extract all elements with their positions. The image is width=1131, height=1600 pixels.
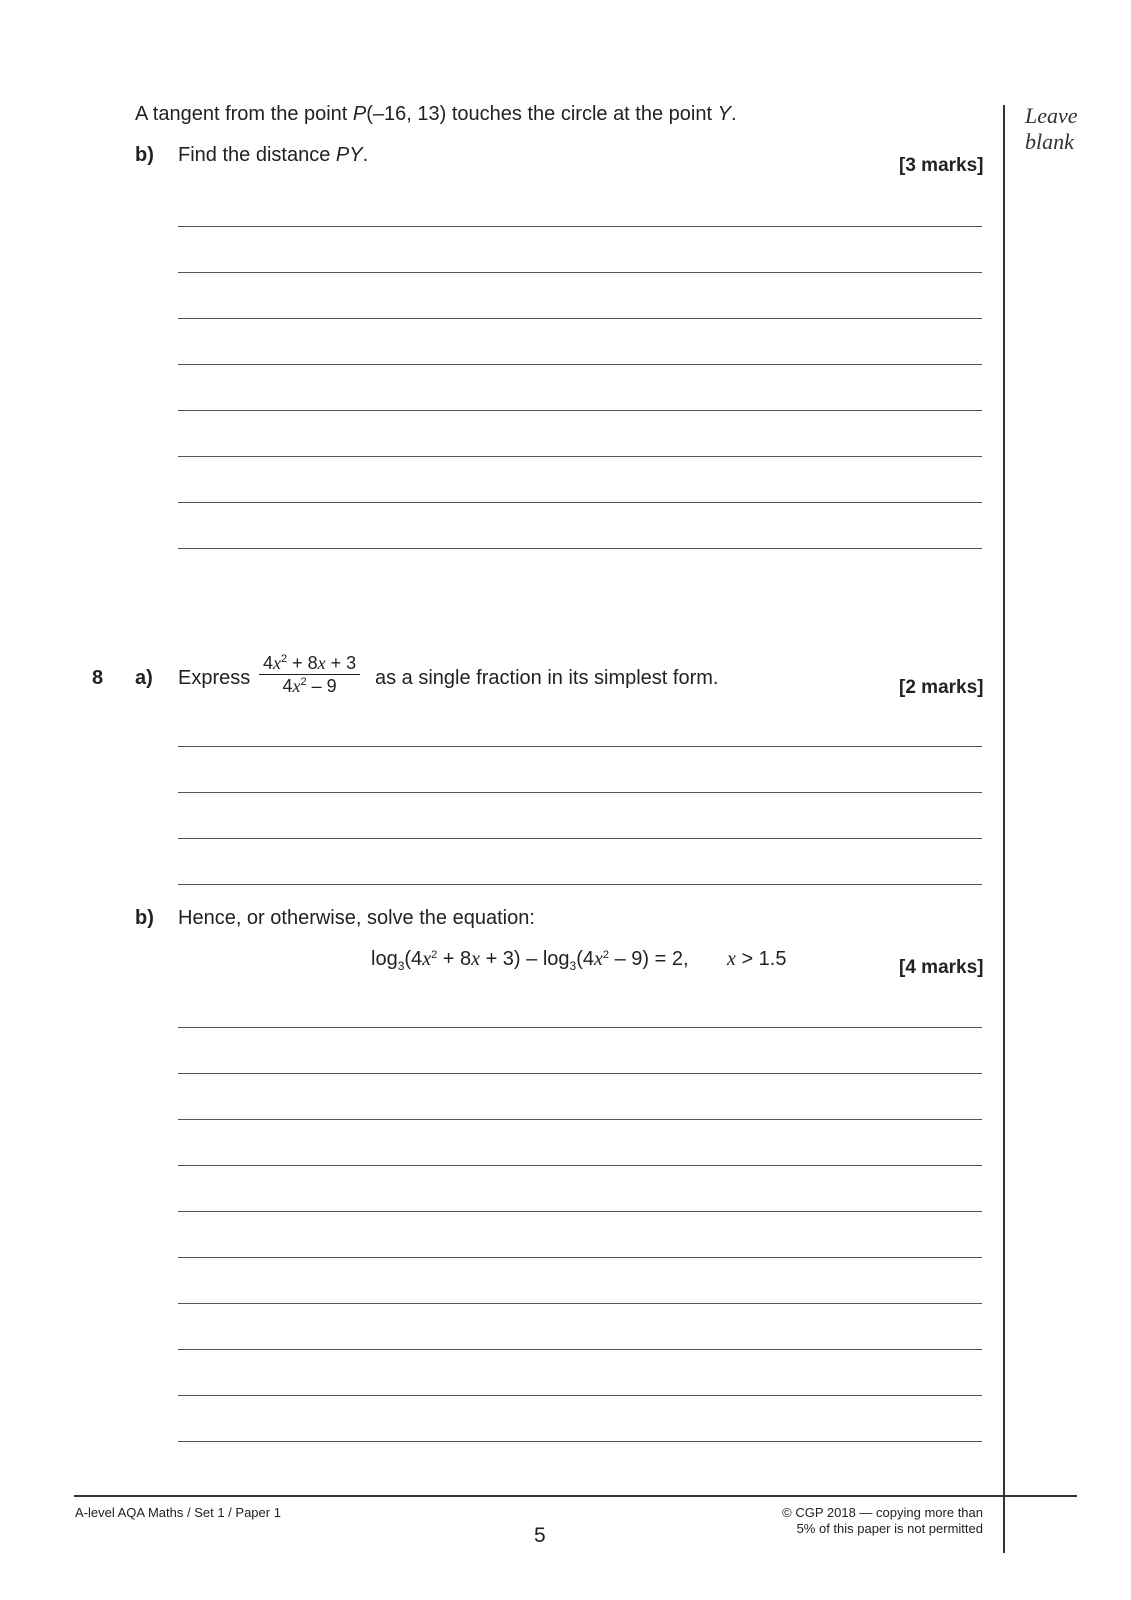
answer-line	[178, 1303, 982, 1304]
leave-blank-line1: Leave	[1025, 103, 1078, 128]
answer-line	[178, 792, 982, 793]
answer-line	[178, 884, 982, 885]
answer-line	[178, 838, 982, 839]
answer-line	[178, 1073, 982, 1074]
leave-blank-label	[1025, 103, 1078, 155]
answer-line	[178, 1349, 982, 1350]
q8a-fraction	[259, 653, 360, 696]
q8a-text-before: Express	[178, 667, 251, 689]
footer-copyright	[782, 1505, 983, 1537]
answer-line	[178, 456, 982, 457]
answer-line	[178, 1257, 982, 1258]
fraction-bar	[259, 674, 360, 675]
footer-paper-title: A-level AQA Maths / Set 1 / Paper 1	[75, 1505, 281, 1520]
q7b-question-text: Find the distance PY.	[178, 144, 369, 166]
answer-line	[178, 1395, 982, 1396]
answer-line	[178, 502, 982, 503]
q8a-text-after: as a single fraction in its simplest form.	[375, 667, 719, 689]
answer-line	[178, 364, 982, 365]
q7b-label: b)	[135, 144, 154, 166]
copyright-line1: © CGP 2018 — copying more than	[782, 1505, 983, 1520]
q8b-marks: [4 marks]	[899, 957, 984, 978]
fraction-numerator: $4x^2 + 8x + 3$	[263, 653, 357, 673]
q8-number: 8	[92, 667, 104, 689]
margin-rule	[1003, 105, 1005, 1553]
q8a-marks: [2 marks]	[899, 677, 984, 698]
q8b-label: b)	[135, 907, 154, 929]
answer-line	[178, 410, 982, 411]
answer-line	[178, 1211, 982, 1212]
answer-line	[178, 226, 982, 227]
answer-line	[178, 1027, 982, 1028]
answer-line	[178, 1165, 982, 1166]
q7b-marks: [3 marks]	[899, 155, 984, 176]
q8a-label: a)	[135, 667, 153, 689]
answer-line	[178, 318, 982, 319]
answer-line	[178, 548, 982, 549]
q8b-condition: x > 1.5	[727, 948, 787, 970]
q8b-question-text: Hence, or otherwise, solve the equation:	[178, 907, 535, 929]
copyright-line2: 5% of this paper is not permitted	[796, 1521, 983, 1536]
q8b-equation: $\log_3(4x^2 + 8x + 3) - \log_3(4x^2 - 9) = 2$,	[371, 948, 689, 973]
answer-line	[178, 1119, 982, 1120]
leave-blank-line2: blank	[1025, 129, 1074, 154]
page-number: 5	[534, 1524, 546, 1547]
answer-line	[178, 746, 982, 747]
answer-line	[178, 272, 982, 273]
footer-rule	[74, 1495, 1077, 1497]
answer-line	[178, 1441, 982, 1442]
q7-intro-text: A tangent from the point P(–16, 13) touches the circle at the point Y.	[135, 103, 737, 125]
fraction-denominator: $4x^2 - 9$	[282, 676, 337, 696]
